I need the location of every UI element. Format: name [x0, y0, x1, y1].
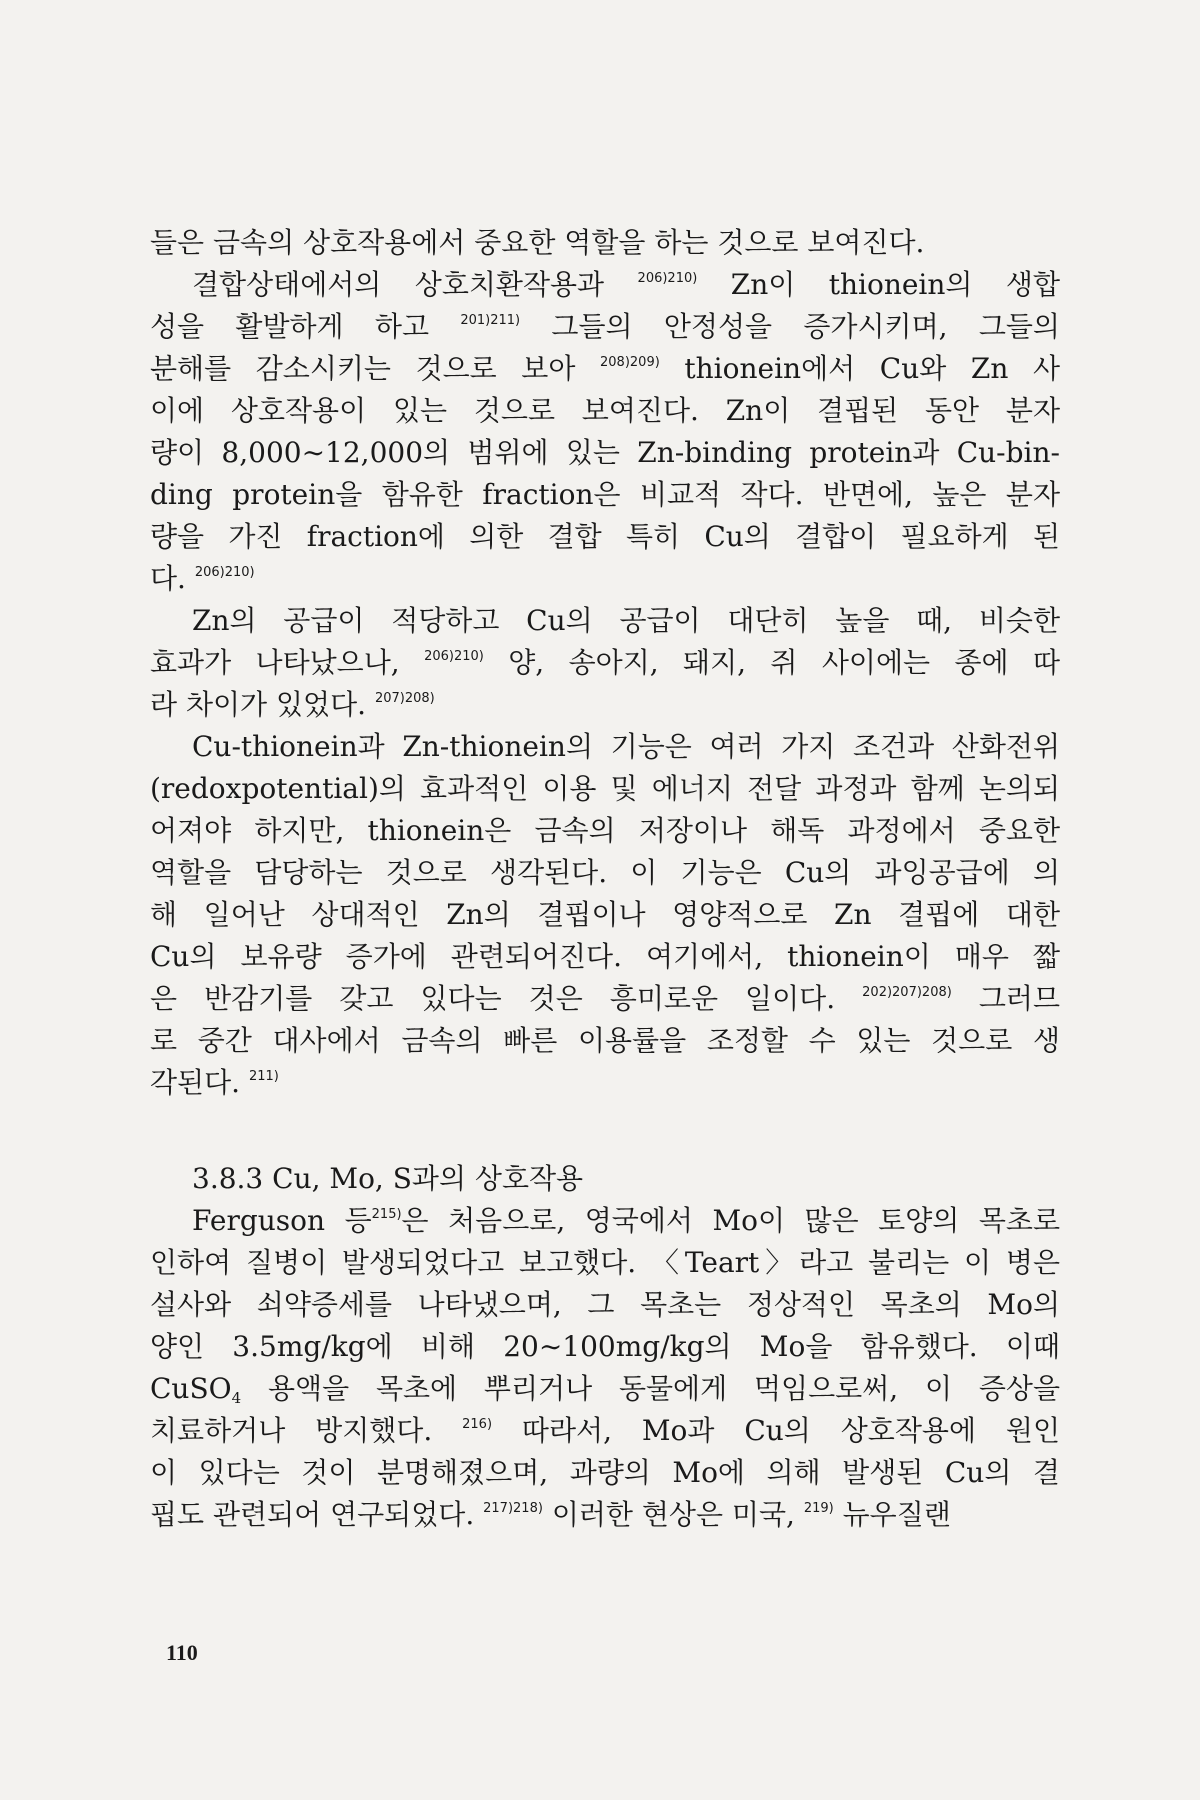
- text-line: [150, 348, 1060, 390]
- text-line: [150, 264, 1060, 306]
- text-line: [150, 852, 1060, 894]
- text-line: [150, 222, 1060, 264]
- section-heading: 3.8.3 Cu, Mo, S과의 상호작용: [192, 1162, 584, 1195]
- text-run: 효과가 나타났으나,: [150, 646, 425, 679]
- text-line: [150, 1020, 1060, 1062]
- text-run: 양, 송아지, 돼지, 쥐 사이에는 종에 따: [483, 646, 1060, 679]
- text-run: Cu의 보유량 증가에 관련되어진다. 여기에서, thionein이 매우 짧: [150, 940, 1060, 973]
- citation-superscript: 215): [371, 1207, 402, 1222]
- text-line: [150, 1200, 1060, 1242]
- text-run: 이에 상호작용이 있는 것으로 보여진다. Zn이 결핍된 동안 분자: [150, 394, 1060, 427]
- text-run: 설사와 쇠약증세를 나타냈으며, 그 목초는 정상적인 목초의 Mo의: [150, 1288, 1060, 1321]
- page-number: 110: [166, 1640, 198, 1665]
- text-run: 어져야 하지만, thionein은 금속의 저장이나 해독 과정에서 중요한: [150, 814, 1060, 847]
- paragraph: [150, 1200, 1060, 1536]
- citation-superscript: 216): [462, 1417, 493, 1432]
- citation-superscript: 207)208): [374, 691, 435, 706]
- body-text: [150, 222, 1060, 1536]
- text-run: 은 반감기를 갖고 있다는 것은 흥미로운 일이다.: [150, 982, 863, 1015]
- citation-superscript: 206)210): [424, 649, 484, 664]
- text-line: [150, 1368, 1060, 1410]
- text-run: 량을 가진 fraction에 의한 결합 특히 Cu의 결합이 필요하게 된: [150, 520, 1060, 553]
- text-line: [150, 1242, 1060, 1284]
- text-line: [150, 1410, 1060, 1452]
- text-line: [150, 1326, 1060, 1368]
- paragraphs-before-heading: [150, 222, 1060, 1104]
- text-line: [150, 600, 1060, 642]
- subscript: 4: [231, 1389, 242, 1407]
- text-run: 성을 활발하게 하고: [150, 310, 461, 343]
- text-line: [150, 390, 1060, 432]
- text-run: thionein에서 Cu와 Zn 사: [659, 352, 1060, 385]
- text-line: [150, 306, 1060, 348]
- text-line: [150, 810, 1060, 852]
- text-line: [150, 978, 1060, 1020]
- text-run: 들은 금속의 상호작용에서 중요한 역할을 하는 것으로 보여진다.: [150, 226, 925, 259]
- text-run: 뉴우질랜: [833, 1498, 951, 1531]
- citation-superscript: 206)210): [637, 271, 698, 286]
- text-line: [150, 432, 1060, 474]
- text-line: [150, 1062, 1060, 1104]
- text-run: 량이 8,000∼12,000의 범위에 있는 Zn-binding protein과 Cu-bin-: [150, 436, 1060, 469]
- text-line: [150, 1494, 1060, 1536]
- text-line: [150, 642, 1060, 684]
- citation-superscript: 202)207)208): [862, 985, 952, 1000]
- section-gap: [150, 1104, 1060, 1158]
- text-run: 은 처음으로, 영국에서 Mo이 많은 토양의 목초로: [401, 1204, 1060, 1237]
- paragraph: [150, 600, 1060, 726]
- text-run: 따라서, Mo과 Cu의 상호작용에 원인: [492, 1414, 1060, 1447]
- text-run: 그들의 안정성을 증가시키며, 그들의: [520, 310, 1060, 343]
- text-line: [150, 768, 1060, 810]
- citation-superscript: 211): [248, 1069, 279, 1084]
- text-run: Cu-thionein과 Zn-thionein의 기능은 여러 가지 조건과 산화전위: [192, 730, 1060, 763]
- text-line: [150, 894, 1060, 936]
- text-line: [150, 684, 1060, 726]
- text-line: [150, 726, 1060, 768]
- text-run: 분해를 감소시키는 것으로 보아: [150, 352, 601, 385]
- text-run: 역할을 담당하는 것으로 생각된다. 이 기능은 Cu의 과잉공급에 의: [150, 856, 1060, 889]
- text-line: [150, 516, 1060, 558]
- text-run: 인하여 질병이 발생되었다고 보고했다. 〈Teart〉라고 불리는 이 병은: [150, 1246, 1060, 1279]
- text-run: 그러므: [951, 982, 1061, 1015]
- citation-superscript: 208)209): [600, 355, 660, 370]
- citation-superscript: 217)218): [483, 1501, 543, 1516]
- paragraph: [150, 222, 1060, 264]
- paragraph: [150, 726, 1060, 1104]
- text-line: [150, 1452, 1060, 1494]
- text-run: 이 있다는 것이 분명해졌으며, 과량의 Mo에 의해 발생된 Cu의 결: [150, 1456, 1060, 1489]
- text-run: (redoxpotential)의 효과적인 이용 및 에너지 전달 과정과 함께 논의되: [150, 772, 1060, 805]
- text-run: 치료하거나 방지했다.: [150, 1414, 463, 1447]
- text-run: CuSO: [150, 1372, 232, 1405]
- text-run: 각된다.: [150, 1066, 249, 1099]
- paragraphs-after-heading: [150, 1200, 1060, 1536]
- text-run: 용액을 목초에 뿌리거나 동물에게 먹임으로써, 이 증상을: [241, 1372, 1060, 1405]
- paragraph: [150, 264, 1060, 600]
- text-run: 다.: [150, 562, 195, 595]
- citation-superscript: 206)210): [194, 565, 255, 580]
- text-run: 이러한 현상은 미국,: [542, 1498, 804, 1531]
- text-run: 핍도 관련되어 연구되었다.: [150, 1498, 484, 1531]
- text-run: Zn의 공급이 적당하고 Cu의 공급이 대단히 높을 때, 비슷한: [192, 604, 1060, 637]
- text-run: 로 중간 대사에서 금속의 빠른 이용률을 조정할 수 있는 것으로 생: [150, 1024, 1060, 1057]
- citation-superscript: 219): [803, 1501, 834, 1516]
- text-line: [150, 474, 1060, 516]
- text-run: Zn이 thionein의 생합: [697, 268, 1060, 301]
- text-run: 라 차이가 있었다.: [150, 688, 375, 721]
- text-run: 양인 3.5mg/kg에 비해 20∼100mg/kg의 Mo을 함유했다. 이때: [150, 1330, 1060, 1363]
- citation-superscript: 201)211): [460, 313, 521, 328]
- text-line: [150, 558, 1060, 600]
- text-line: [150, 936, 1060, 978]
- text-run: 해 일어난 상대적인 Zn의 결핍이나 영양적으로 Zn 결핍에 대한: [150, 898, 1060, 931]
- text-line: [150, 1284, 1060, 1326]
- text-run: ding protein을 함유한 fraction은 비교적 작다. 반면에, 높은 분자: [150, 478, 1060, 511]
- text-run: 결합상태에서의 상호치환작용과: [192, 268, 638, 301]
- text-run: Ferguson 등: [192, 1204, 372, 1237]
